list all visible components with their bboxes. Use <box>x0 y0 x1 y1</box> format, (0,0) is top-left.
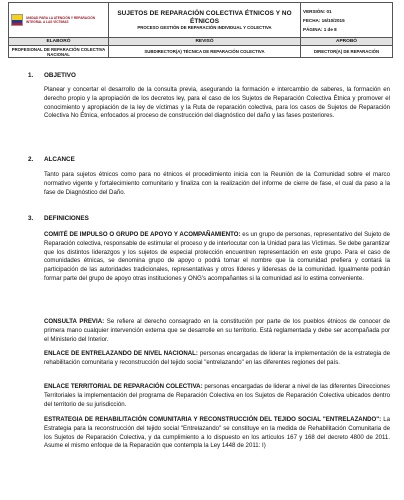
reviso-value: SUBDIRECTOR(A) TÉCNICA DE REPARACIÓN COLECTIVA <box>109 46 301 58</box>
section-heading-definiciones <box>28 215 89 222</box>
definition-enlace-territorial <box>44 383 390 409</box>
definition-text: personas encargadas de liderar a nivel de las diferentes Direcciones Territoriales la implementación del programa de Reparación Colectiva en los Sujetos de Reparación Colectiva ubicados dentro del territorio de su jurisdicción. <box>44 383 390 408</box>
section-number: 2. <box>28 156 34 163</box>
section-title: OBJETIVO <box>44 72 76 79</box>
definition-text: La Estrategia para la reconstrucción del tejido social "Entrelazando" se constituye en la medida de Rehabilitación Comunitaria de los Sujetos de Reparación Colectiva, y da cumplimiento a lo dispuesto en los artículos 167 y 168 del decreto 4800 de 2011. Asume el mismo enfoque de la Reparación que contempla la Ley 1448 de 2011: I) <box>44 416 390 450</box>
alcance-paragraph: Tanto para sujetos étnicos como para no étnicos el procedimiento inicia con la Reunión de la Comunidad sobre el marco normativo vigente y fortalecimiento comunitario y finaliza con la realización del informe de cierre de fase, el cual da paso a la fase de Diagnóstico del Daño. <box>44 171 390 196</box>
elaboro-value: PROFESIONAL DE REPARACIÓN COLECTIVA NACIONAL <box>9 46 109 58</box>
definition-comite-impulso <box>44 231 390 284</box>
definition-text: personas encargadas de liderar la implementación de la estrategia de rehabilitación comunitaria y reconstrucción del tejido social "entrelazando" en las diferentes regiones del país. <box>44 350 390 366</box>
colombia-flag-icon <box>11 14 23 26</box>
document-header-table <box>8 2 393 58</box>
definition-enlace-entrelazando <box>44 350 390 368</box>
section-heading-objetivo <box>28 72 76 79</box>
section-title: DEFINICIONES <box>44 215 89 222</box>
aprobo-label: APROBÓ <box>301 38 393 46</box>
reviso-label: REVISÓ <box>109 38 301 46</box>
process-name: PROCESO GESTIÓN DE REPARACIÓN INDIVIDUAL Y COLECTIVA <box>137 25 272 31</box>
definition-estrategia-entrelazando <box>44 416 390 451</box>
section-title: ALCANCE <box>44 156 75 163</box>
section-number: 3. <box>28 215 34 222</box>
section-heading-alcance <box>28 156 75 163</box>
definition-text: es un grupo de personas, representativo del Sujeto de Reparación colectiva, responsable de estimular el proceso y de interlocutar con la Unidad para las Víctimas. Se debe garantizar que los distintos liderazgos y los sujetos de especial protección encuentren representación en este grupo. Para el caso de comunidades étnicas, se denomina grupo de apoyo o podrá tomar el nombre que la comunidad prefiera y contará la participación de las autoridades tradicionales, representativas y otros líderes y lideresas de la comunidad. Igualmente podrán formar parte del grupo de apoyo otras instituciones y ONG's acompañantes si la comunidad así lo estima conveniente. <box>44 231 390 282</box>
definition-term: ESTRATEGIA DE REHABILITACIÓN COMUNITARIA Y RECONSTRUCCIÓN DEL TEJIDO SOCIAL "ENTRELAZANDO": <box>44 416 382 423</box>
logo-text: UNIDAD PARA LA ATENCIÓN Y REPARACIÓN INTEGRAL A LAS VÍCTIMAS <box>25 16 96 24</box>
date-text: FECHA: 16/10/2015 <box>303 17 345 23</box>
definition-text: Se refiere al derecho consagrado en la constitución por parte de los pueblos étnicos de conocer de primera mano cualquier intervención externa que se desarrolle en su territorio. Está reglamentada y debe ser acompañada por el Ministerio del Interior. <box>44 318 390 343</box>
section-number: 1. <box>28 72 34 79</box>
unidad-victimas-logo <box>11 14 106 26</box>
definition-consulta-previa <box>44 318 390 344</box>
definition-term: ENLACE TERRITORIAL DE REPARACIÓN COLECTIVA: <box>44 383 203 390</box>
elaboro-label: ELABORÓ <box>9 38 109 46</box>
meta-cell <box>301 3 393 38</box>
objetivo-paragraph: Planear y concertar el desarrollo de la consulta previa, asegurando la formación e intercambio de saberes, la formación en derecho propio y la apropiación de los decretos ley, para el caso de los Sujetos de Reparación Colectiva Étnica y promover el conocimiento y apropiación de la ley de víctimas y la Ruta de reparación colectiva, para los casos de Sujetos de Reparación Colectiva No Étnica, enfocados al proceso de construcción del diagnóstico del daño y las fases posteriores. <box>44 86 390 120</box>
page-number-text: PÁGINA: 1 de 8 <box>303 26 337 32</box>
definition-term: ENLACE DE ENTRELAZANDO DE NIVEL NACIONAL: <box>44 350 198 357</box>
definition-term: COMITÉ DE IMPULSO O GRUPO DE APOYO Y ACOMPAÑAMIENTO: <box>44 231 241 238</box>
logo-cell <box>9 3 109 38</box>
document-title: SUJETOS DE REPARACIÓN COLECTIVA ÉTNICOS Y NO ÉTNICOS <box>117 9 292 25</box>
title-cell <box>109 3 301 38</box>
aprobo-value: DIRECTOR(A) DE REPARACIÓN <box>301 46 393 58</box>
definition-term: CONSULTA PREVIA: <box>44 318 105 325</box>
version-text: VERSIÓN: 01 <box>303 8 332 14</box>
